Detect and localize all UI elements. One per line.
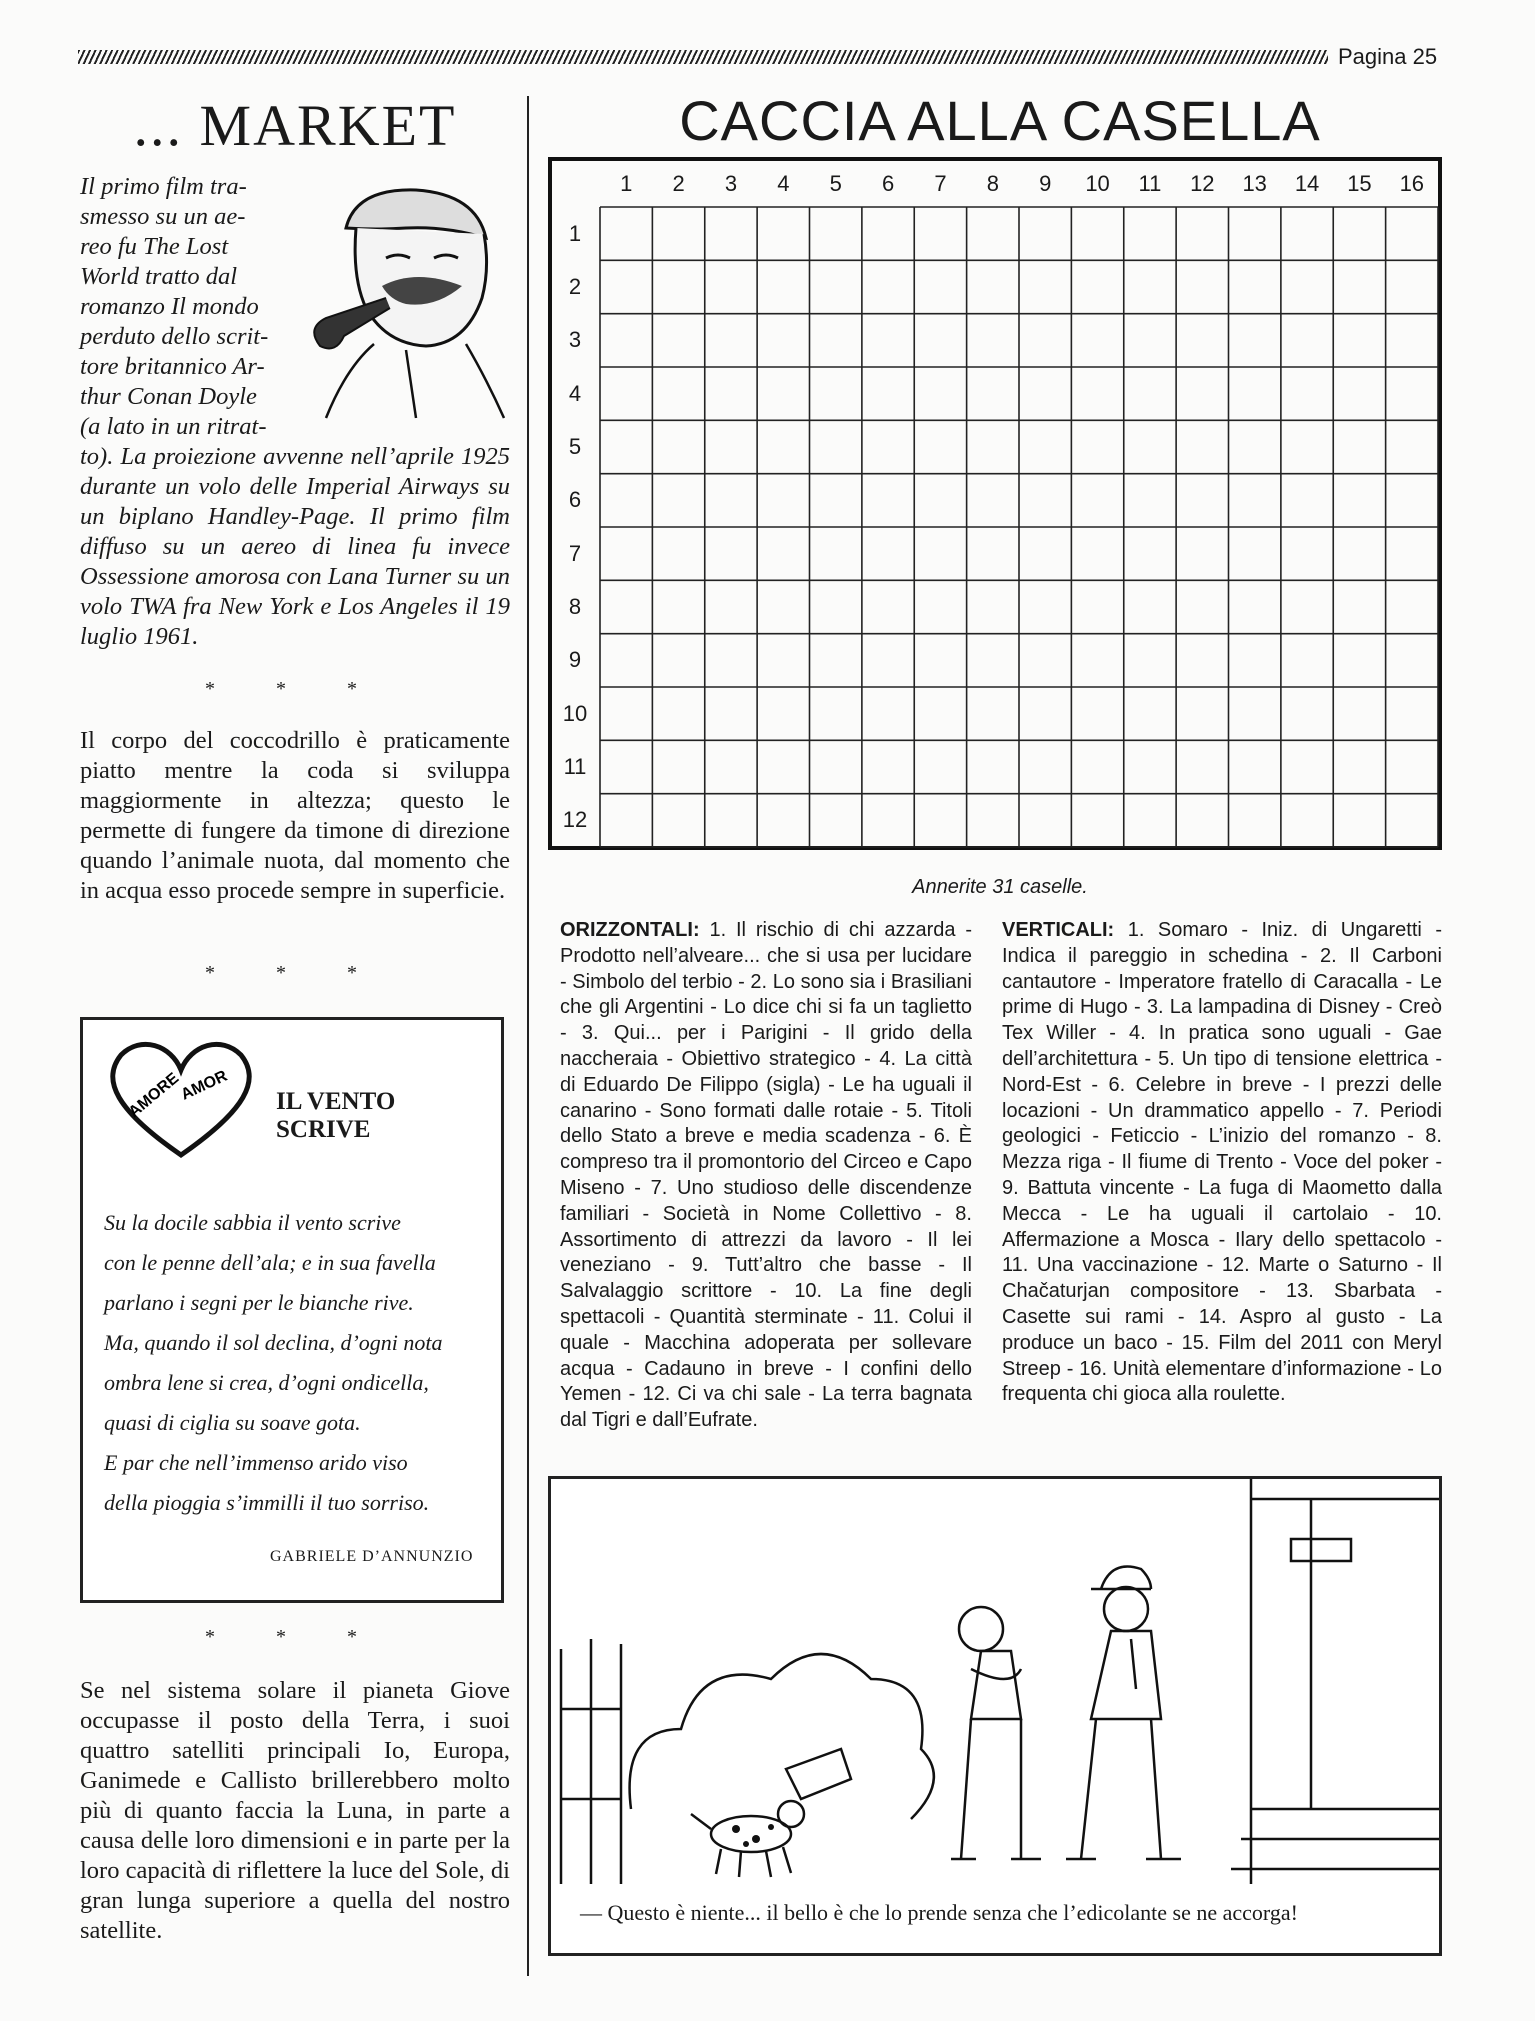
page-number: Pagina 25 [1338,44,1438,69]
row-number: 4 [568,380,582,406]
heart-word-2: AMOR [178,1067,231,1104]
row-number: 11 [563,754,587,779]
horizontal-text: 1. Il rischio di chi azzarda - Prodotto nell’alveare... che si usa per lucidare - Simbolo del terbio - 2. Lo sono sia i Brasiliani che gli Argentini - Lo dice chi si fa un taglietto - 3. Qui... per i Parigini - Il grido della naccheraia - Obiettivo strategico - 4. La città di Eduardo De Filippo (sigla) - Le ha uguali il canarino - Sono formati dalle rotaie - 5. Titoli dello Stato a breve e media scadenza - 6. È compreso tra il promontorio del Circeo e Capo Miseno - 7. Uno studioso delle discendenze familiari - Società in Nome Collettivo - 8. Assortimento di attrezzi da lavoro - Il lei veneziano - 9. Tutt’altro che basse - Il Salvalaggio scrittore - 10. La fine degli spettacoli - Quantità sterminate - 11. Colui il quale - Macchina adoperata per sollevare acqua - Cadauno in breve - I confini dello Yemen - 12. Ci va chi sale - La terra bagnata dal Tigri e dall’Eufrate. [560,919,972,1432]
heart-icon [96,1030,266,1165]
column-number: 2 [672,171,685,196]
row-number: 7 [568,540,582,566]
poem-line: Su la docile sabbia il vento scrive [104,1210,401,1235]
poem-line: quasi di ciglia su soave gota. [104,1410,361,1435]
puzzle-title: CACCIA ALLA CASELLA [679,89,1321,152]
column-number: 1 [620,171,633,196]
column-number: 6 [881,171,895,196]
row-number: 1 [568,220,582,246]
market-title: ... MARKET [133,93,457,158]
heart-word-1: AMORE [125,1069,183,1122]
vertical-clues [1002,918,1442,1408]
horizontal-label: ORIZZONTALI: [560,919,700,941]
column-number: 13 [1242,171,1267,196]
column-number: 15 [1347,171,1372,196]
vertical-text: 1. Somaro - Iniz. di Ungaretti - Indica il pareggio in schedina - 2. Il Carboni cantautore - Imperatore fratello di Caracalla - Le prime di Hugo - 3. La lampadina di Disney - Creò Tex Willer - 4. In pratica sono uguali - Gae dell’architettura - 5. Un tipo di tensione elettrica - Nord-Est - 6. Celebre in breve - I prezzi delle locazioni - Un drammatico appello - 7. Periodi geologici - Feticcio - L’inizio del romanzo - 8. Mezza riga - Il fiume di Trento - Voce del poker - 9. Battuta vincente - La fuga di Maometto dalla Mecca - Le ha uguali il cartolaio - 10. Affermazione a Mosca - Ilary dello spettacolo - 11. Una vaccinazione - 12. Marte o Saturno - Il Chačaturjan compositore - 13. Sbarbata - Casette sui rami - 14. Aspro al gusto - La produce un baco - 15. Film del 2011 con Meryl Streep - 16. Unità elementare d’informazione - Lo frequenta chi gioca alla roulette. [1002,919,1442,1406]
column-number: 7 [934,171,947,196]
row-number: 5 [568,434,582,459]
row-number: 6 [568,487,582,513]
column-number: 16 [1399,171,1425,196]
row-number: 3 [568,327,582,353]
film-intro: Il primo film tra- smesso su un ae- reo fu The Lost World tratto dal romanzo Il mondo perduto dello scrit- tore britannico Ar- thur Conan Doyle (a lato in un ritrat- [80,173,269,440]
column-divider [527,96,529,1976]
film-rest: to). La proiezione avvenne nell’aprile 1925 durante un volo delle Imperial Airways su un biplano Handley-Page. Il primo film diffuso su un aereo di linea fu invece Ossessione amorosa con Lana Turner su un volo TWA fra New York e Los Angeles il 19 luglio 1961. [80,443,510,650]
conan-doyle-portrait [286,168,512,420]
separator-1: * * * [205,678,385,700]
separator-3: * * * [205,1626,385,1648]
row-number: 10 [562,700,588,726]
jupiter-paragraph: Se nel sistema solare il pianeta Giove occupasse il posto della Terra, i suoi quattro satelliti principali Io, Europa, Ganimede e Callisto brillerebbero molto più di quanto faccia la Luna, in parte a causa delle loro dimensioni e in parte per la loro capacità di riflettere la luce del Sole, di gran lunga superiore a quella del nostro satellite. [80,1677,510,1944]
poem-title: IL VENTO SCRIVE [276,1088,396,1143]
row-number: 2 [568,274,582,299]
column-number: 5 [829,171,842,196]
poem-line: parlano i segni per le bianche rive. [104,1290,414,1315]
poem-line: E par che nell’immenso arido viso [104,1450,408,1475]
row-number: 12 [562,807,588,833]
column-number: 11 [1138,171,1162,196]
separator-2: * * * [205,962,385,984]
column-number: 9 [1039,171,1052,196]
row-number: 8 [568,594,582,619]
column-number: 4 [777,171,790,196]
puzzle-grid [548,157,1442,850]
column-number: 3 [724,171,738,196]
column-number: 12 [1190,171,1215,196]
poem-line: con le penne dell’ala; e in sua favella [104,1250,436,1275]
vertical-label: VERTICALI: [1002,919,1115,941]
poem-author: GABRIELE D’ANNUNZIO [270,1548,474,1565]
column-number: 14 [1294,171,1320,196]
row-number: 9 [568,647,582,673]
column-number: 10 [1085,171,1110,196]
cartoon-caption: — Questo è niente... il bello è che lo prende senza che l’edicolante se ne accorga! [580,1900,1298,1925]
crocodile-paragraph: Il corpo del coccodrillo è praticamente piatto mentre la coda si sviluppa maggiormente in altezza; questo le permette di fungere da timone di direzione quando l’animale nuota, dal momento che in acqua esso procede sempre in superficie. [80,727,510,904]
puzzle-instruction: Annerite 31 caselle. [912,876,1088,898]
poem-line: ombra lene si crea, d’ogni ondicella, [104,1370,429,1395]
poem-line: Ma, quando il sol declina, d’ogni nota [104,1330,443,1355]
poem-line: della pioggia s’immilli il tuo sorriso. [104,1490,430,1515]
horizontal-clues [560,918,972,1434]
column-number: 8 [986,171,999,196]
cartoon-drawing [551,1479,1439,1884]
header-rule [78,50,1328,64]
